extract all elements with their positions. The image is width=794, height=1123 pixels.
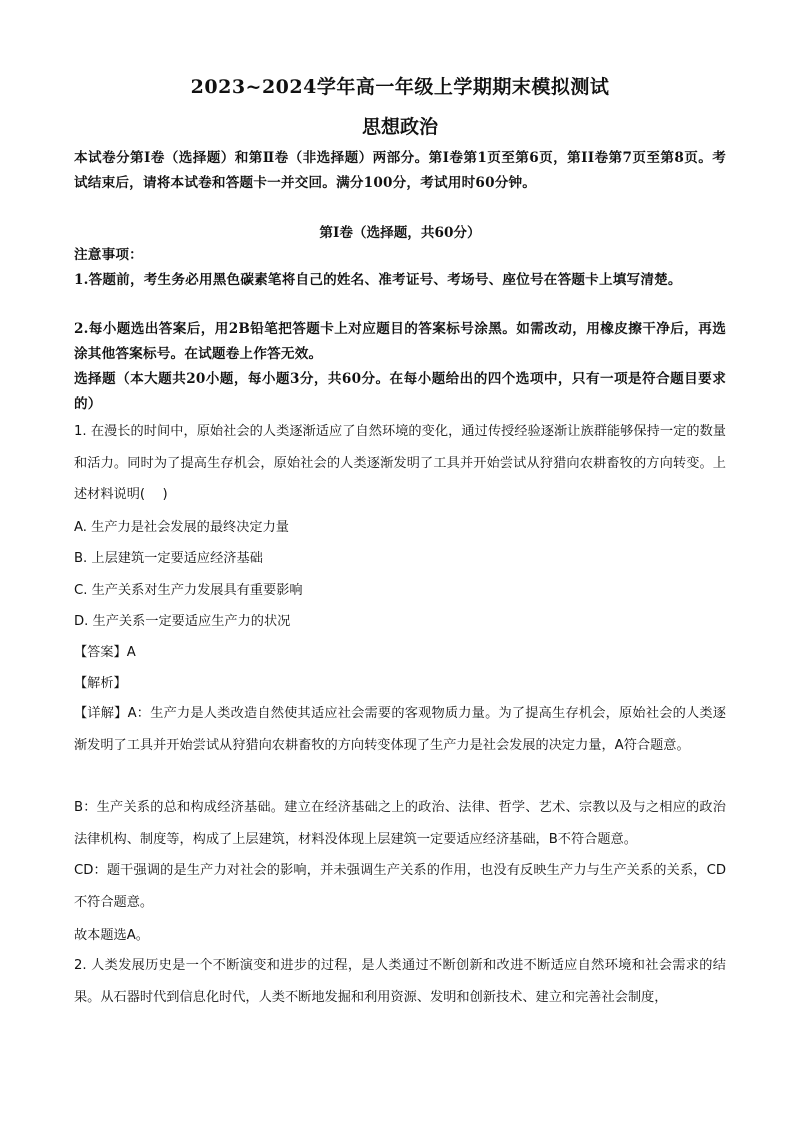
exam-title: 2023~2024学年高一年级上学期期末模拟测试 bbox=[190, 76, 610, 98]
conclusion: 故本题选A。 bbox=[74, 928, 149, 943]
detail-cd: CD：题干强调的是生产力对社会的影响，并未强调生产关系的作用，也没有反映生产力与生产关系的关系，CD不符合题意。 bbox=[74, 863, 726, 910]
intro-paragraph: 本试卷分第Ⅰ卷（选择题）和第Ⅱ卷（非选择题）两部分。第Ⅰ卷第1页至第6页，第II卷第7页至第8页。考试结束后，请将本试卷和答题卡一并交回。满分100分，考试用时60分钟。 bbox=[74, 150, 726, 191]
notice-item-1: 1.答题前，考生务必用黑色碳素笔将自己的姓名、准考证号、考场号、座位号在答题卡上填写清楚。 bbox=[74, 272, 682, 288]
option-d: D. 生产关系一定要适应生产力的状况 bbox=[74, 614, 291, 629]
detail-a: 【详解】A：生产力是人类改造自然使其适应社会需要的客观物质力量。为了提高生存机会，原始社会的人类逐渐发明了工具并开始尝试从狩猎向农耕畜牧的方向转变体现了生产力是社会发展的决定力量，A符合题意。 bbox=[74, 706, 726, 753]
notice-heading: 注意事项： bbox=[74, 247, 143, 263]
analysis-label: 【解析】 bbox=[74, 676, 127, 691]
choice-instruction: 选择题（本大题共20小题，每小题3分，共60分。在每小题给出的四个选项中，只有一项是符合题目要求的） bbox=[74, 371, 726, 412]
option-b: B. 上层建筑一定要适应经济基础 bbox=[74, 551, 263, 566]
section-title: 第Ⅰ卷（选择题，共60分） bbox=[319, 225, 481, 241]
subject-title: 思想政治 bbox=[361, 116, 438, 138]
notice-item-2: 2.每小题选出答案后，用2B铅笔把答题卡上对应题目的答案标号涂黑。如需改动，用橡皮擦干净后，再选涂其他答案标号。在试题卷上作答无效。 bbox=[74, 321, 726, 362]
option-c: C. 生产关系对生产力发展具有重要影响 bbox=[74, 583, 303, 598]
detail-b: B：生产关系的总和构成经济基础。建立在经济基础之上的政治、法律、哲学、艺术、宗教以及与之相应的政治法律机构、制度等，构成了上层建筑，材料没体现上层建筑一定要适应经济基础，B不符合题意。 bbox=[74, 800, 726, 847]
answer-label: 【答案】A bbox=[74, 645, 136, 660]
option-a: A. 生产力是社会发展的最终决定力量 bbox=[74, 520, 289, 535]
question-2-stem: 2. 人类发展历史是一个不断演变和进步的过程，是人类通过不断创新和改进不断适应自然环境和社会需求的结果。从石器时代到信息化时代，人类不断地发掘和利用资源、发明和创新技术、建立和完善社会制度， bbox=[74, 958, 726, 1005]
question-1-stem: 1. 在漫长的时间中，原始社会的人类逐渐适应了自然环境的变化，通过传授经验逐渐让族群能够保持一定的数量和活力。同时为了提高生存机会，原始社会的人类逐渐发明了工具并开始尝试从狩猎向农耕畜牧的方向转变。上述材料说明( ) bbox=[74, 424, 726, 502]
